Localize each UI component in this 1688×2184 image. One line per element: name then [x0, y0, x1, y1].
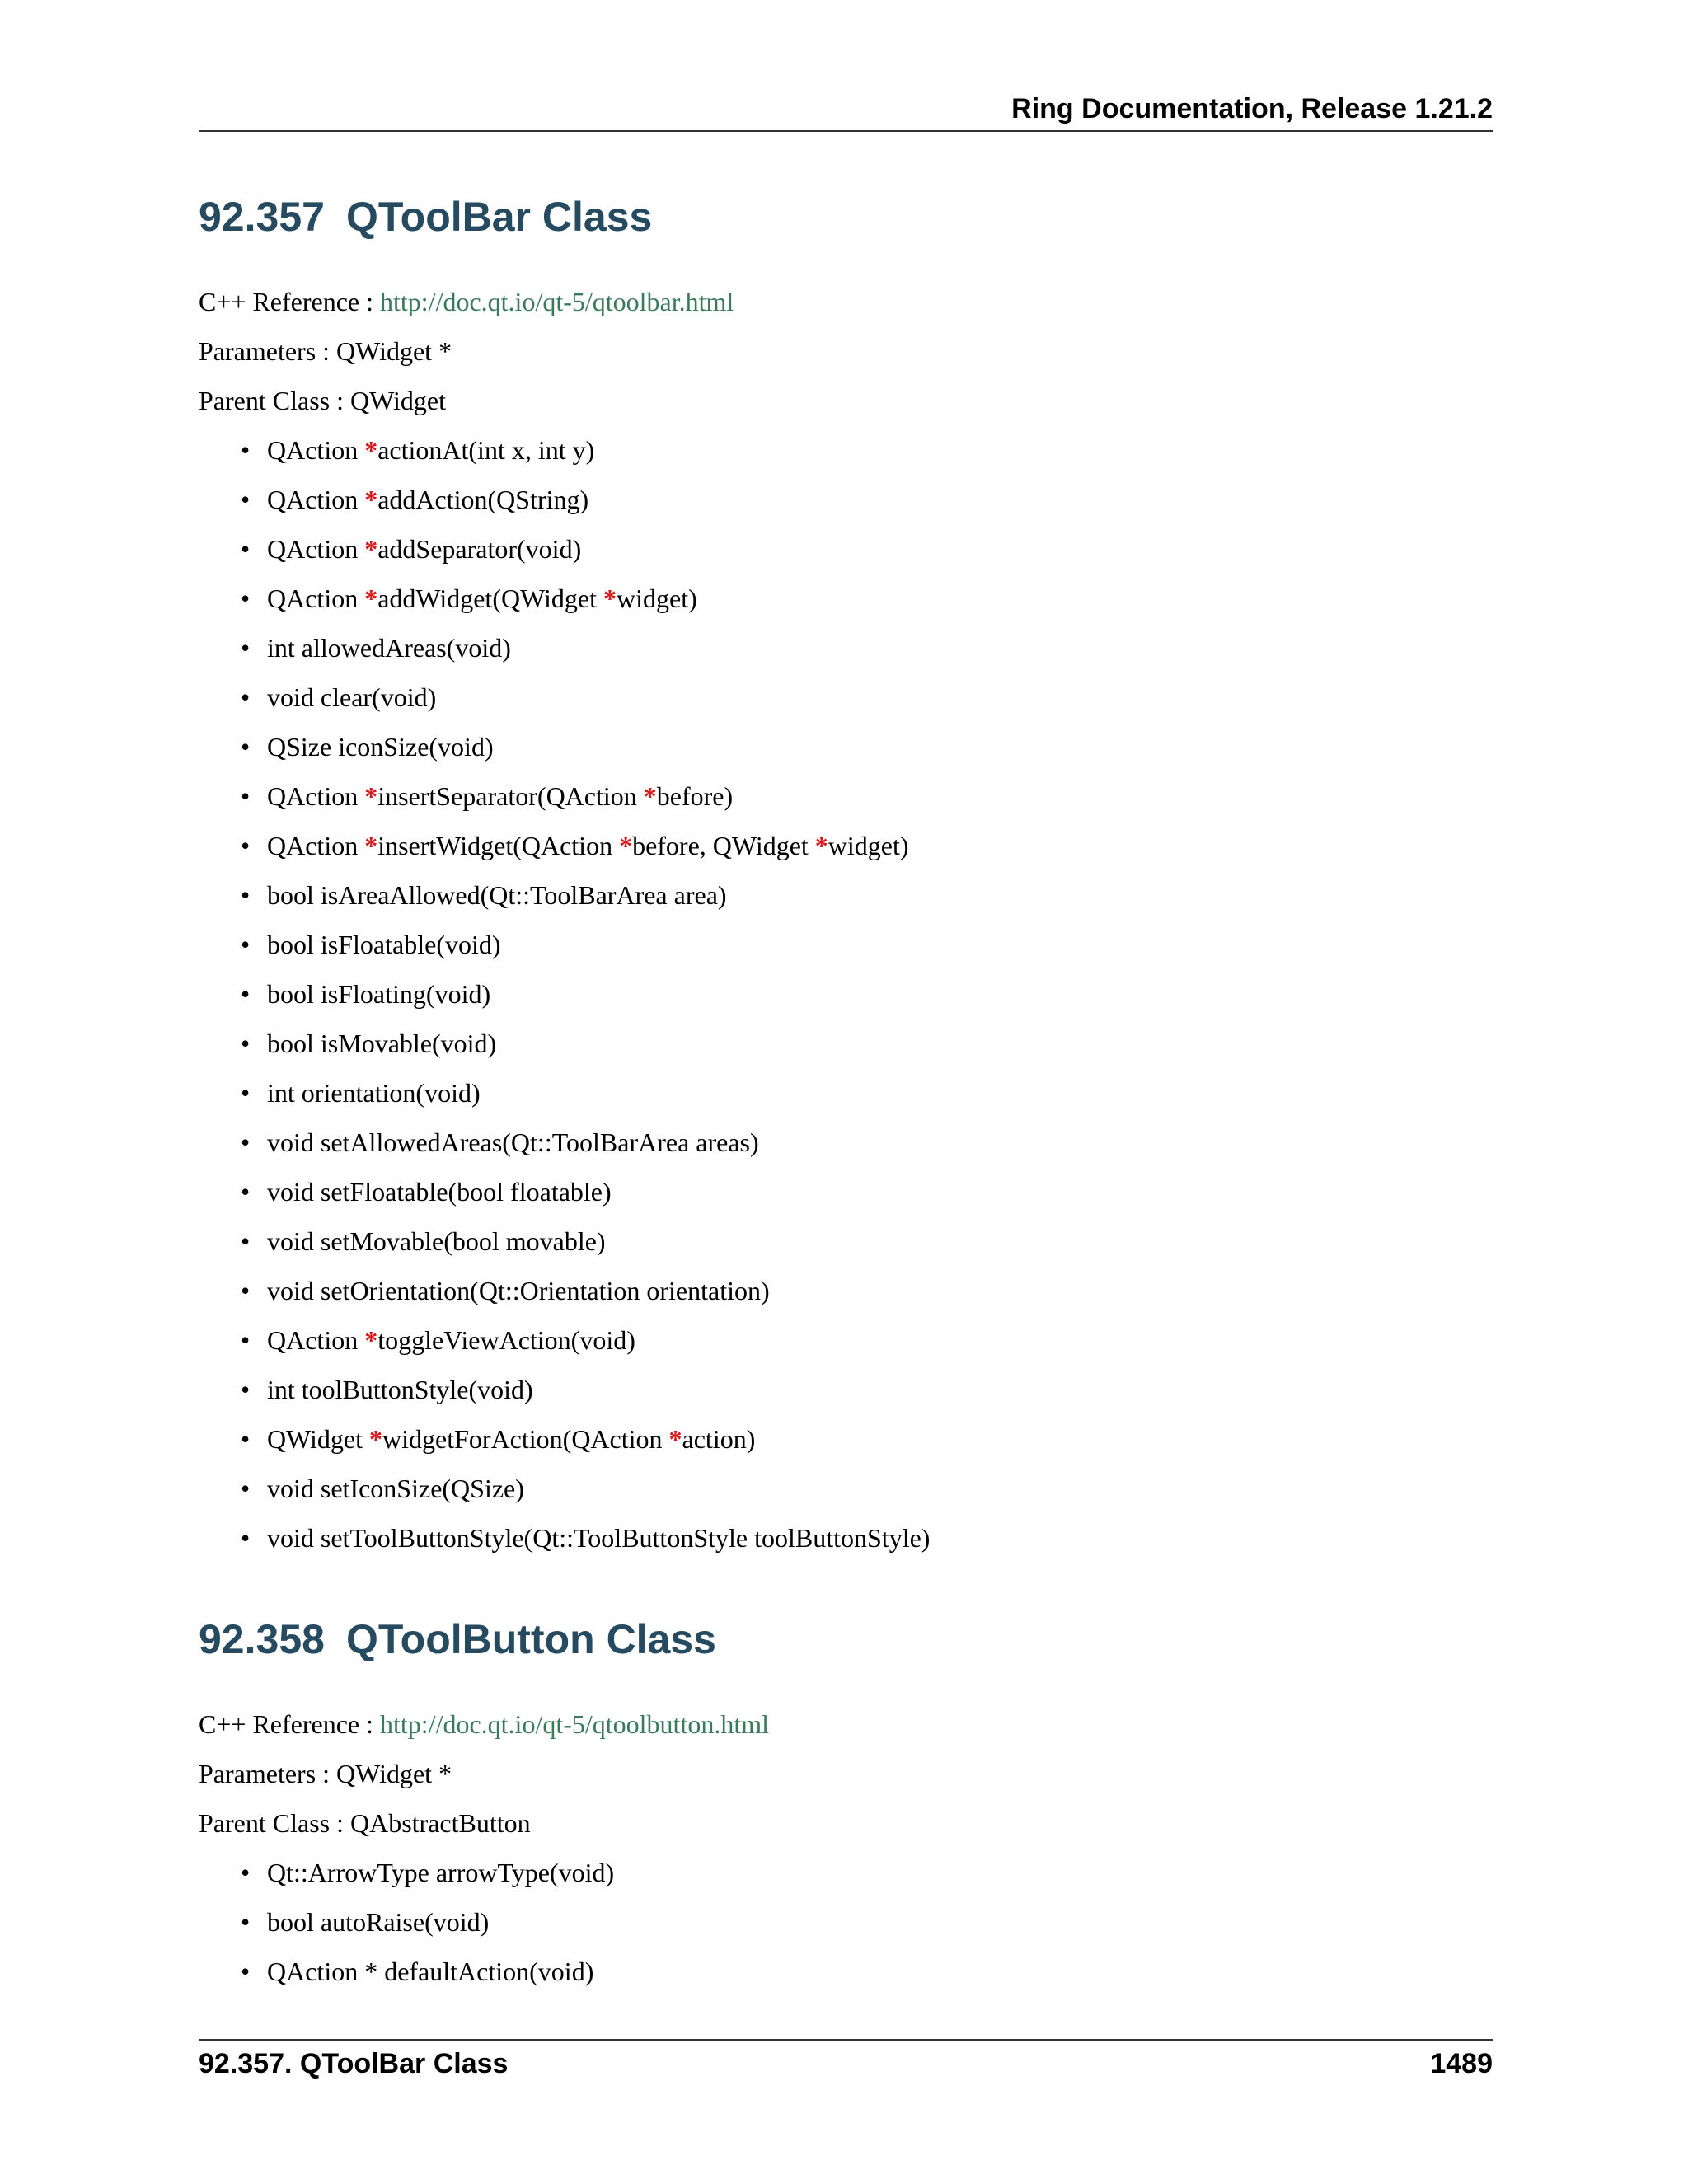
method-item	[237, 1955, 614, 2004]
method-text: addSeparator(void)	[377, 534, 582, 564]
method-text: QAction	[267, 781, 365, 811]
method-text: widget)	[616, 583, 697, 613]
pointer-star: *	[364, 435, 378, 465]
bullet: •	[241, 1858, 251, 1887]
method-text: insertWidget(QAction	[377, 831, 620, 860]
method-item	[237, 582, 930, 631]
bullet: •	[241, 1127, 251, 1157]
section-title: QToolBar Class	[345, 194, 653, 240]
method-item	[237, 1126, 930, 1175]
method-item	[237, 829, 930, 879]
method-text: widgetForAction(QAction	[382, 1424, 669, 1454]
bullet: •	[241, 485, 251, 514]
method-text: void clear(void)	[267, 682, 437, 712]
cpp-reference-label: C++ Reference :	[199, 287, 380, 316]
cpp-reference-label: C++ Reference :	[199, 1709, 380, 1739]
header-rule	[199, 130, 1493, 132]
method-text: bool isFloatable(void)	[267, 930, 501, 959]
method-text: QAction	[267, 831, 365, 860]
method-list	[237, 434, 930, 1571]
bullet: •	[241, 1177, 251, 1207]
method-text: void setFloatable(bool floatable)	[267, 1177, 612, 1207]
bullet: •	[241, 781, 251, 811]
pointer-star: *	[364, 1325, 378, 1355]
pointer-star: *	[603, 583, 617, 613]
method-text: before)	[656, 781, 734, 811]
bullet: •	[241, 732, 251, 762]
bullet: •	[241, 1078, 251, 1108]
bullet: •	[241, 1029, 251, 1058]
method-text: QAction	[267, 435, 365, 465]
method-text: QAction	[267, 583, 365, 613]
method-item	[237, 483, 930, 532]
method-item	[237, 532, 930, 582]
bullet: •	[241, 1325, 251, 1355]
section-heading-qtoolbar	[199, 192, 652, 241]
method-item	[237, 780, 930, 829]
section-heading-qtoolbutton	[199, 1615, 716, 1664]
bullet: •	[241, 435, 251, 465]
cpp-reference-link[interactable]: http://doc.qt.io/qt-5/qtoolbutton.html	[380, 1709, 769, 1739]
method-text: void setOrientation(Qt::Orientation orientation)	[267, 1276, 770, 1305]
method-item	[237, 1225, 930, 1274]
method-item	[237, 1324, 930, 1373]
bullet: •	[241, 1424, 251, 1454]
cpp-reference	[199, 285, 734, 318]
method-text: QAction	[267, 1325, 365, 1355]
method-text: addAction(QString)	[377, 485, 589, 514]
footer-section-title: 92.357. QToolBar Class	[199, 2048, 509, 2079]
pointer-star: *	[364, 781, 378, 811]
method-item	[237, 1521, 930, 1571]
method-text: void setToolButtonStyle(Qt::ToolButtonStyle toolButtonStyle)	[267, 1523, 931, 1553]
bullet: •	[241, 979, 251, 1009]
method-text: action)	[682, 1424, 756, 1454]
bullet: •	[241, 831, 251, 860]
parent-class-line: Parent Class : QWidget	[199, 386, 446, 415]
method-item	[237, 1472, 930, 1521]
pointer-star: *	[364, 485, 378, 514]
method-text: bool autoRaise(void)	[267, 1907, 490, 1937]
bullet: •	[241, 682, 251, 712]
running-header: Ring Documentation, Release 1.21.2	[1011, 93, 1493, 124]
method-text: QSize iconSize(void)	[267, 732, 494, 762]
bullet: •	[241, 1957, 251, 1986]
method-item	[237, 1856, 614, 1905]
method-text: before, QWidget	[632, 831, 815, 860]
bullet: •	[241, 1226, 251, 1256]
pointer-star: *	[619, 831, 633, 860]
method-item	[237, 730, 930, 780]
method-text: actionAt(int x, int y)	[377, 435, 595, 465]
parameters-line: Parameters : QWidget *	[199, 1759, 452, 1788]
pointer-star: *	[369, 1424, 383, 1454]
pointer-star: *	[364, 831, 378, 860]
pointer-star: *	[668, 1424, 682, 1454]
method-item	[237, 1422, 930, 1472]
method-text: bool isMovable(void)	[267, 1029, 497, 1058]
method-text: QAction	[267, 485, 365, 514]
bullet: •	[241, 534, 251, 564]
method-text: int toolButtonStyle(void)	[267, 1375, 533, 1404]
method-item	[237, 1274, 930, 1324]
cpp-reference-link[interactable]: http://doc.qt.io/qt-5/qtoolbar.html	[380, 287, 734, 316]
parent-class-line: Parent Class : QAbstractButton	[199, 1808, 531, 1838]
section-number: 92.358	[199, 1616, 325, 1662]
section-number: 92.357	[199, 194, 325, 240]
pointer-star: *	[364, 534, 378, 564]
method-text: widget)	[828, 831, 909, 860]
bullet: •	[241, 1523, 251, 1553]
page-number: 1489	[1430, 2048, 1493, 2079]
bullet: •	[241, 880, 251, 910]
method-text: insertSeparator(QAction	[377, 781, 644, 811]
method-item	[237, 1076, 930, 1126]
bullet: •	[241, 1375, 251, 1404]
method-text: int allowedAreas(void)	[267, 633, 511, 663]
section-title: QToolButton Class	[345, 1616, 716, 1662]
pointer-star: *	[814, 831, 828, 860]
method-text: bool isFloating(void)	[267, 979, 491, 1009]
bullet: •	[241, 1907, 251, 1937]
method-text: QAction * defaultAction(void)	[267, 1957, 594, 1986]
bullet: •	[241, 583, 251, 613]
method-text: bool isAreaAllowed(Qt::ToolBarArea area)	[267, 880, 727, 910]
method-item	[237, 879, 930, 928]
method-item	[237, 631, 930, 681]
bullet: •	[241, 1276, 251, 1305]
method-item	[237, 977, 930, 1027]
method-item	[237, 1175, 930, 1225]
bullet: •	[241, 930, 251, 959]
method-item	[237, 928, 930, 977]
pointer-star: *	[643, 781, 657, 811]
footer-rule	[199, 2039, 1493, 2041]
method-text: QWidget	[267, 1424, 370, 1454]
method-item	[237, 434, 930, 483]
method-list	[237, 1856, 614, 2004]
method-item	[237, 1027, 930, 1076]
method-text: void setAllowedAreas(Qt::ToolBarArea areas)	[267, 1127, 759, 1157]
method-text: QAction	[267, 534, 365, 564]
parameters-line: Parameters : QWidget *	[199, 336, 452, 366]
pointer-star: *	[364, 583, 378, 613]
cpp-reference	[199, 1708, 769, 1741]
bullet: •	[241, 1474, 251, 1503]
method-text: toggleViewAction(void)	[377, 1325, 635, 1355]
method-text: Qt::ArrowType arrowType(void)	[267, 1858, 615, 1887]
method-text: void setMovable(bool movable)	[267, 1226, 606, 1256]
method-text: int orientation(void)	[267, 1078, 481, 1108]
method-item	[237, 1373, 930, 1422]
method-text: addWidget(QWidget	[377, 583, 603, 613]
bullet: •	[241, 633, 251, 663]
method-item	[237, 1905, 614, 1955]
method-item	[237, 681, 930, 730]
method-text: void setIconSize(QSize)	[267, 1474, 524, 1503]
